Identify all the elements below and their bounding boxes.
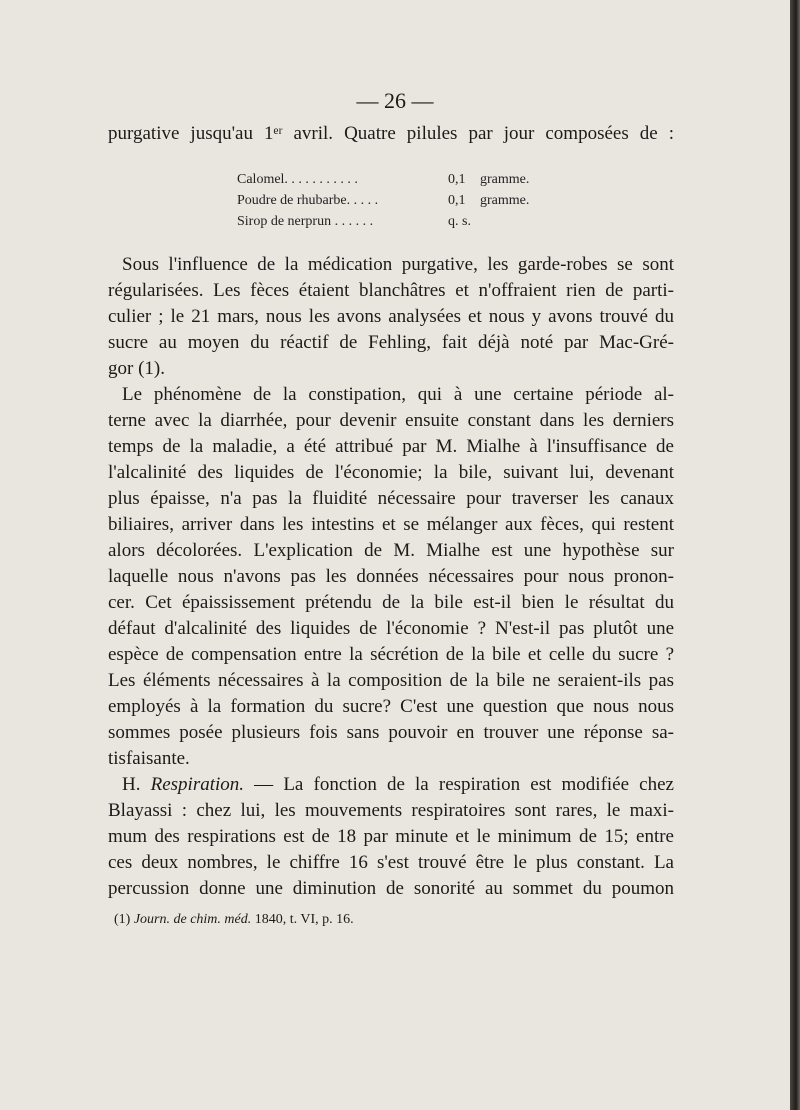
- section-number: H.: [122, 774, 141, 795]
- text-line: Sous l'influence de la médication purgative, les garde-robes se sont: [122, 254, 674, 275]
- text-line: défaut d'alcalinité des liquides de l'économie ? N'est-il pas plutôt une: [108, 618, 674, 639]
- formula-ingredient: Sirop de nerprun . . . . . .: [237, 214, 374, 229]
- text-line: biliaires, arriver dans les intestins et se mélanger aux fèces, qui restent: [108, 514, 674, 535]
- formula-unit: gramme.: [480, 172, 530, 187]
- page-edge: [790, 0, 800, 1110]
- text-line: cer. Cet épaississement prétendu de la bile est-il bien le résultat du: [108, 592, 674, 613]
- text-line: employés à la formation du sucre? C'est une question que nous nous: [108, 696, 674, 717]
- text-line: mum des respirations est de 18 par minute et le minimum de 15; entre: [108, 826, 674, 847]
- text-line: Les éléments nécessaires à la composition de la bile ne seraient-ils pas: [108, 670, 674, 691]
- section-text: — La fonction de la respiration est modifiée chez: [244, 774, 674, 795]
- formula-quantity: q. s.: [448, 214, 471, 229]
- text-line: sucre au moyen du réactif de Fehling, fait déjà noté par Mac-Gré-: [108, 332, 674, 353]
- text-line: régularisées. Les fèces étaient blanchâtres et n'offraient rien de parti-: [108, 280, 674, 301]
- footnote-reference: 1840, t. VI, p. 16.: [251, 912, 354, 927]
- footnote: [114, 910, 354, 930]
- formula-ingredient: Calomel. . . . . . . . . . .: [237, 172, 358, 187]
- text-line: terne avec la diarrhée, pour devenir ensuite constant dans les derniers: [108, 410, 674, 431]
- text-line: temps de la maladie, a été attribué par M. Mialhe à l'insuffisance de: [108, 436, 674, 457]
- formula-ingredient: Poudre de rhubarbe. . . . .: [237, 193, 379, 208]
- text-fragment: Blayassi :: [108, 800, 187, 821]
- page-number: — 26 —: [356, 88, 434, 113]
- text-line: espèce de compensation entre la sécrétion de la bile et celle du sucre ?: [108, 644, 674, 665]
- text-line: alors décolorées. L'explication de M. Mialhe est une hypothèse sur: [108, 540, 674, 561]
- text-line: tisfaisante.: [108, 748, 190, 769]
- formula-quantity: 0,1: [448, 172, 466, 187]
- text-line: Le phénomène de la constipation, qui à une certaine période al-: [122, 384, 674, 405]
- text-line: l'alcalinité des liquides de l'économie; la bile, suivant lui, devenant: [108, 462, 674, 483]
- text-line: sommes posée plusieurs fois sans pouvoir en trouver une réponse sa-: [108, 722, 674, 743]
- text-line: ces deux nombres, le chiffre 16 s'est trouvé être le plus constant. La: [108, 852, 674, 873]
- text-fragment: chez lui, les mouvements respiratoires sont rares, le maxi-: [196, 800, 674, 821]
- formula-quantity: 0,1: [448, 193, 466, 208]
- footnote-marker: (1): [114, 912, 131, 927]
- text-line: culier ; le 21 mars, nous les avons analysées et nous y avons trouvé du: [108, 306, 674, 327]
- text-line: purgative jusqu'au 1ᵉʳ avril. Quatre pilules par jour composées de :: [108, 123, 674, 144]
- text-line: percussion donne une diminution de sonorité au sommet du poumon: [108, 878, 674, 899]
- footnote-source: Journ. de chim. méd.: [133, 912, 252, 927]
- text-line: plus épaisse, n'a pas la fluidité nécessaire pour traverser les canaux: [108, 488, 674, 509]
- text-line: gor (1).: [108, 358, 165, 379]
- section-title: Respiration.: [150, 774, 245, 795]
- formula-unit: gramme.: [480, 193, 530, 208]
- section-heading-line: [122, 772, 674, 797]
- text-line: [108, 798, 674, 823]
- text-line: laquelle nous n'avons pas les données nécessaires pour nous pronon-: [108, 566, 674, 587]
